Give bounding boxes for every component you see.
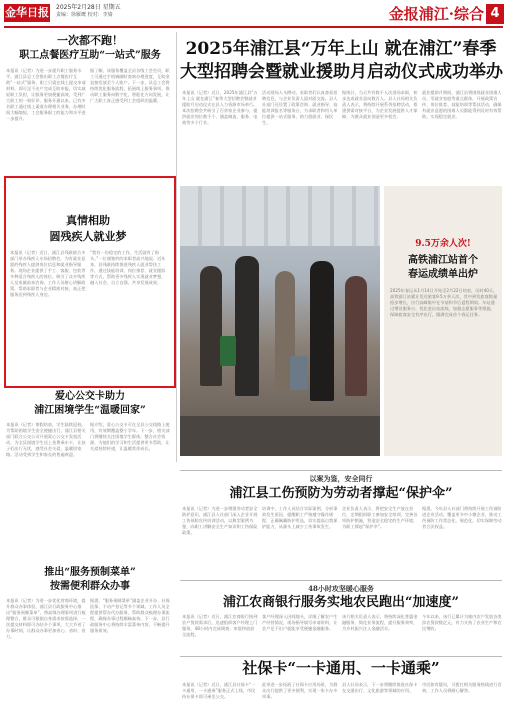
lead-body-col4: 就业援助月期间，浦江县将围绕就业困难人员、零就业家庭等重点群体，开展政策宣传、岗位推荐、技能培训等帮扶活动，确保有就业意愿的困难人员都能得到及时有效帮助，实现稳定就业。 [422,90,502,119]
article2-body-right: “我有一份稳定的工作，生活就有了盼头。”一位刚签约的求职者高兴地说。近年来，县残联持续推进残疾人就业帮扶工作，通过技能培训、岗位推荐、就业跟踪等方式，帮助更多残疾人实现就业梦想，融入社会、自立自强，共享发展成果。 [90,250,166,285]
luggage [290,356,308,390]
social-title: 社保卡“一卡通用、一卡通乘” [242,659,440,677]
labor-body-col2: 培训中，工作人员结合实际案例，分析事故发生原因，提醒职工严格遵守操作规程，正确佩戴防护用品，切实提高自我保护能力，从源头上减少工伤事故发生。 [262,506,338,529]
station-photo [180,186,380,456]
article4-title-line1: 推出“服务预制菜单” [44,567,136,578]
article3-title-line2: 浦江困境学生“温暖回家” [34,405,146,416]
traveler-figure [310,261,334,401]
header-rule [4,26,503,28]
bank-body-col1: 本报讯（记者）近日，浦江农商银行接到农户贷款需求后，迅速组织客户经理上门服务，48小时内完成调查、审批和放款全流程。 [182,614,258,637]
stats-headline: 9.5万余人次! [415,239,471,249]
article2-title-line2: 圆残疾人就业梦 [49,230,127,243]
article4-body-right: 据悉，“服务预制菜单”涵盖企业开办、社保医保、不动产登记等多个领域。工作人员全程提供帮办代办服务，帮助群众梳理办事流程，确保办事过程顺畅高效。下一步，县行政服务中心将持续丰富菜单内容，不断提升服务质效。 [90,598,170,633]
lead-body-col1: 本报讯（记者）近日，2025年浦江县“万年上山 就在浦江”春季大型招聘会暨就业援助月启动仪式在县人力资源市场举行。本次招聘会共吸引了百余家企业参与，提供就业岗位数千个，涵盖制造、服务、电商等多个行业。 [182,90,258,125]
stats-title-line1: 高铁浦江站首个 [408,255,478,266]
column-divider [176,32,177,462]
article3-title-line1: 爱心公交卡助力 [55,391,125,402]
labor-kicker: 以案为鉴，安全同行 [309,474,373,483]
labor-title: 浦江县工伤预防为劳动者撑起“保护伞” [229,486,453,501]
lead-title-line1: 2025年浦江县“万年上山 就在浦江”春季 [185,39,497,59]
traveler-figure [345,276,367,396]
article1-body-right: 据了解，该服务覆盖全县各级工会会员，职工可通过手机端随时查询办理进度，互助金直接发放至个人账户。下一步，县总工会将持续优化服务流程，拓展线上服务事项，推动职工服务向数字化、智能化方向发展，让广大职工真正感受到工会组织的温暖。 [90,68,170,103]
traveler-figure [200,266,222,386]
labor-body-col3: 企业负责人表示，将把安全生产放在首位，定期组织职工参加安全培训，完善各项防护措施，营造安全稳定的生产环境，为职工撑起“保护伞”。 [342,506,418,529]
article4-body-left: 本报讯（记者）为进一步优化营商环境，提升群众办事体验，浦江县行政服务中心推出“服务预制菜单”，将高频办理事项进行梳理整合，群众可根据自身需求按需选择，一次提交材料即可办结多个事项，大大节省了办事时间，让群众办事更加省心、省时、省力。 [6,598,86,639]
traveler-figure [235,256,259,396]
article3-body-right: 据介绍，爱心公交卡可在全县公交线路上使用，有效期覆盖整个学年。下一步，相关部门将继续关注困境学生群体，整合社会资源，为他们的学习和生活提供更多帮助，让关爱持续传递，让温暖常伴成长。 [90,422,170,451]
bank-title: 浦江农商银行服务实地农民跑出“加速度” [223,595,459,610]
social-body-col4: 市民如有疑问，可拨打相关服务热线进行咨询，工作人员将耐心解答。 [422,682,502,693]
section-divider [180,470,502,471]
section-divider [180,656,502,657]
stats-title-line2: 春运成绩单出炉 [408,269,478,280]
lead-title-line2: 大型招聘会暨就业援助月启动仪式成功举办 [180,62,503,82]
bank-body-col3: 该行相关负责人表示，将持续深化普惠金融服务，简化业务流程，提升服务效率，为乡村振兴注入金融活水。 [342,614,418,631]
social-body-col1: 本报讯（记者）近日，浦江县社保卡“一卡通用、一卡通乘”服务正式上线，市民持社保卡即可乘坐公交。 [182,682,256,699]
labor-body-col4: 据悉，今年县人社部门将持续开展工伤预防进企业活动，覆盖更多中小微企业，推动工伤预防工作常态化、规范化，切实保障劳动者合法权益。 [422,506,502,529]
labor-body-col1: 本报讯（记者）为进一步增强劳动者安全防护意识，浦江县人社部门深入企业开展工伤预防宣传培训活动，以典型案例为鉴，向职工讲解安全生产知识和工伤保险政策。 [182,506,258,535]
article4-title-line2: 按需便利群众办事 [50,581,130,592]
stats-body: 2025年春运从1月14日开始至2月22日结束，历时40天。高铁浦江站累计发送旅客9.5万余人次，其中到发旅客数量稳步增长，出行高峰集中在节前和节后返程期间。车站通过增设服务台、优化进出站流线、加强志愿服务等措施，保障旅客安全有序出行，圆满完成首个春运任务。 [390,288,498,317]
article3-body-left: 本报讯（记者）寒假结束，学生陆续返校。为帮助困境学生安全便捷出行，浦江县相关部门联合公交公司开展爱心公交卡发放活动，为全县困境学生送上免费乘车卡，让孩子们出行无忧，感受社会关爱，温暖回家路。活动受到学生和家长的普遍欢迎。 [6,422,86,457]
station-ceiling [180,186,380,246]
lead-body-col3: 据统计，当天共有数千人次进场求职，初步达成就业意向数百人。县人社局相关负责人表示，将持续开展系列招聘活动，搭建供需对接平台，为企业发展提供人才保障，为群众就业创造更多机会。 [342,90,418,119]
article1-title-line1: 一次都不跑！ [57,34,123,47]
social-body-col2: 此举进一步拓展了社保卡应用场景，为群众出行提供了更多便利，实现一张卡办多项事。 [262,682,338,699]
article1-title-line2: 职工点餐医疗互助“一站式”服务 [19,50,161,61]
section-divider [180,580,502,581]
social-body-col3: 县人社局表示，下一步将继续推进社保卡在交通出行、文化旅游等领域的应用。 [342,682,418,693]
bank-kicker: 48小时攻坚暖心服务 [308,584,374,593]
editor-credits: 责编：徐雁鹰 校对：李旖 [56,12,113,18]
article1-body-left: 本报讯（记者）为进一步提升职工服务水平，浦江县总工会推出职工点餐医疗互助“一站式”服务，职工只需在线上提交申请材料，即可足不出户完成互助申报，切实减轻职工负担，让服务更加便捷高效，受到广大职工的一致好评。服务开通以来，已有多名职工通过线上渠道办理相关业务，办理时间大幅缩短，工会服务职工的能力和水平进一步提升。 [6,68,86,121]
station-floor [180,416,380,456]
bank-body-col4: 今年以来，该行已累计为辖内农户发放各类涉农贷款数亿元，有力支持了农业生产和农民增收。 [422,614,502,631]
page-number: 4 [486,4,504,24]
lead-body-col2: 活动现场人头攒动，求职者们认真查看招聘信息，与企业负责人面对面交流。县人社部门还设置了政策咨询、就业指导、技能培训报名等服务台，为求职者和用人单位提供一站式服务，助力稳就业、保民生。 [262,90,338,125]
luggage [220,336,236,366]
section-title: 金报浦江·综合 [388,5,484,23]
article2-title-line1: 真情相助 [66,214,110,227]
bank-body-col2: 客户经理深入田间地头，详细了解农户生产经营情况，现场指导填写申请资料，让农户足不出户就能享受便捷金融服务。 [262,614,338,631]
issue-date: 2025年2月28日 星期五 [56,4,121,11]
masthead-logo: 金华日报 [4,4,50,22]
article2-body-left: 本报讯（记者）近日，浦江县残联联合多部门举办残疾人专场招聘会，为有就业意愿的残疾人提供岗位信息和就业指导服务。现场企业提供了手工、客服、包装等多种适合残疾人的岗位，吸引了众多残疾人及家属前来咨询。工作人员耐心讲解政策，帮助求职者与企业精准对接，真正把服务送到残疾人身边。 [10,250,86,297]
